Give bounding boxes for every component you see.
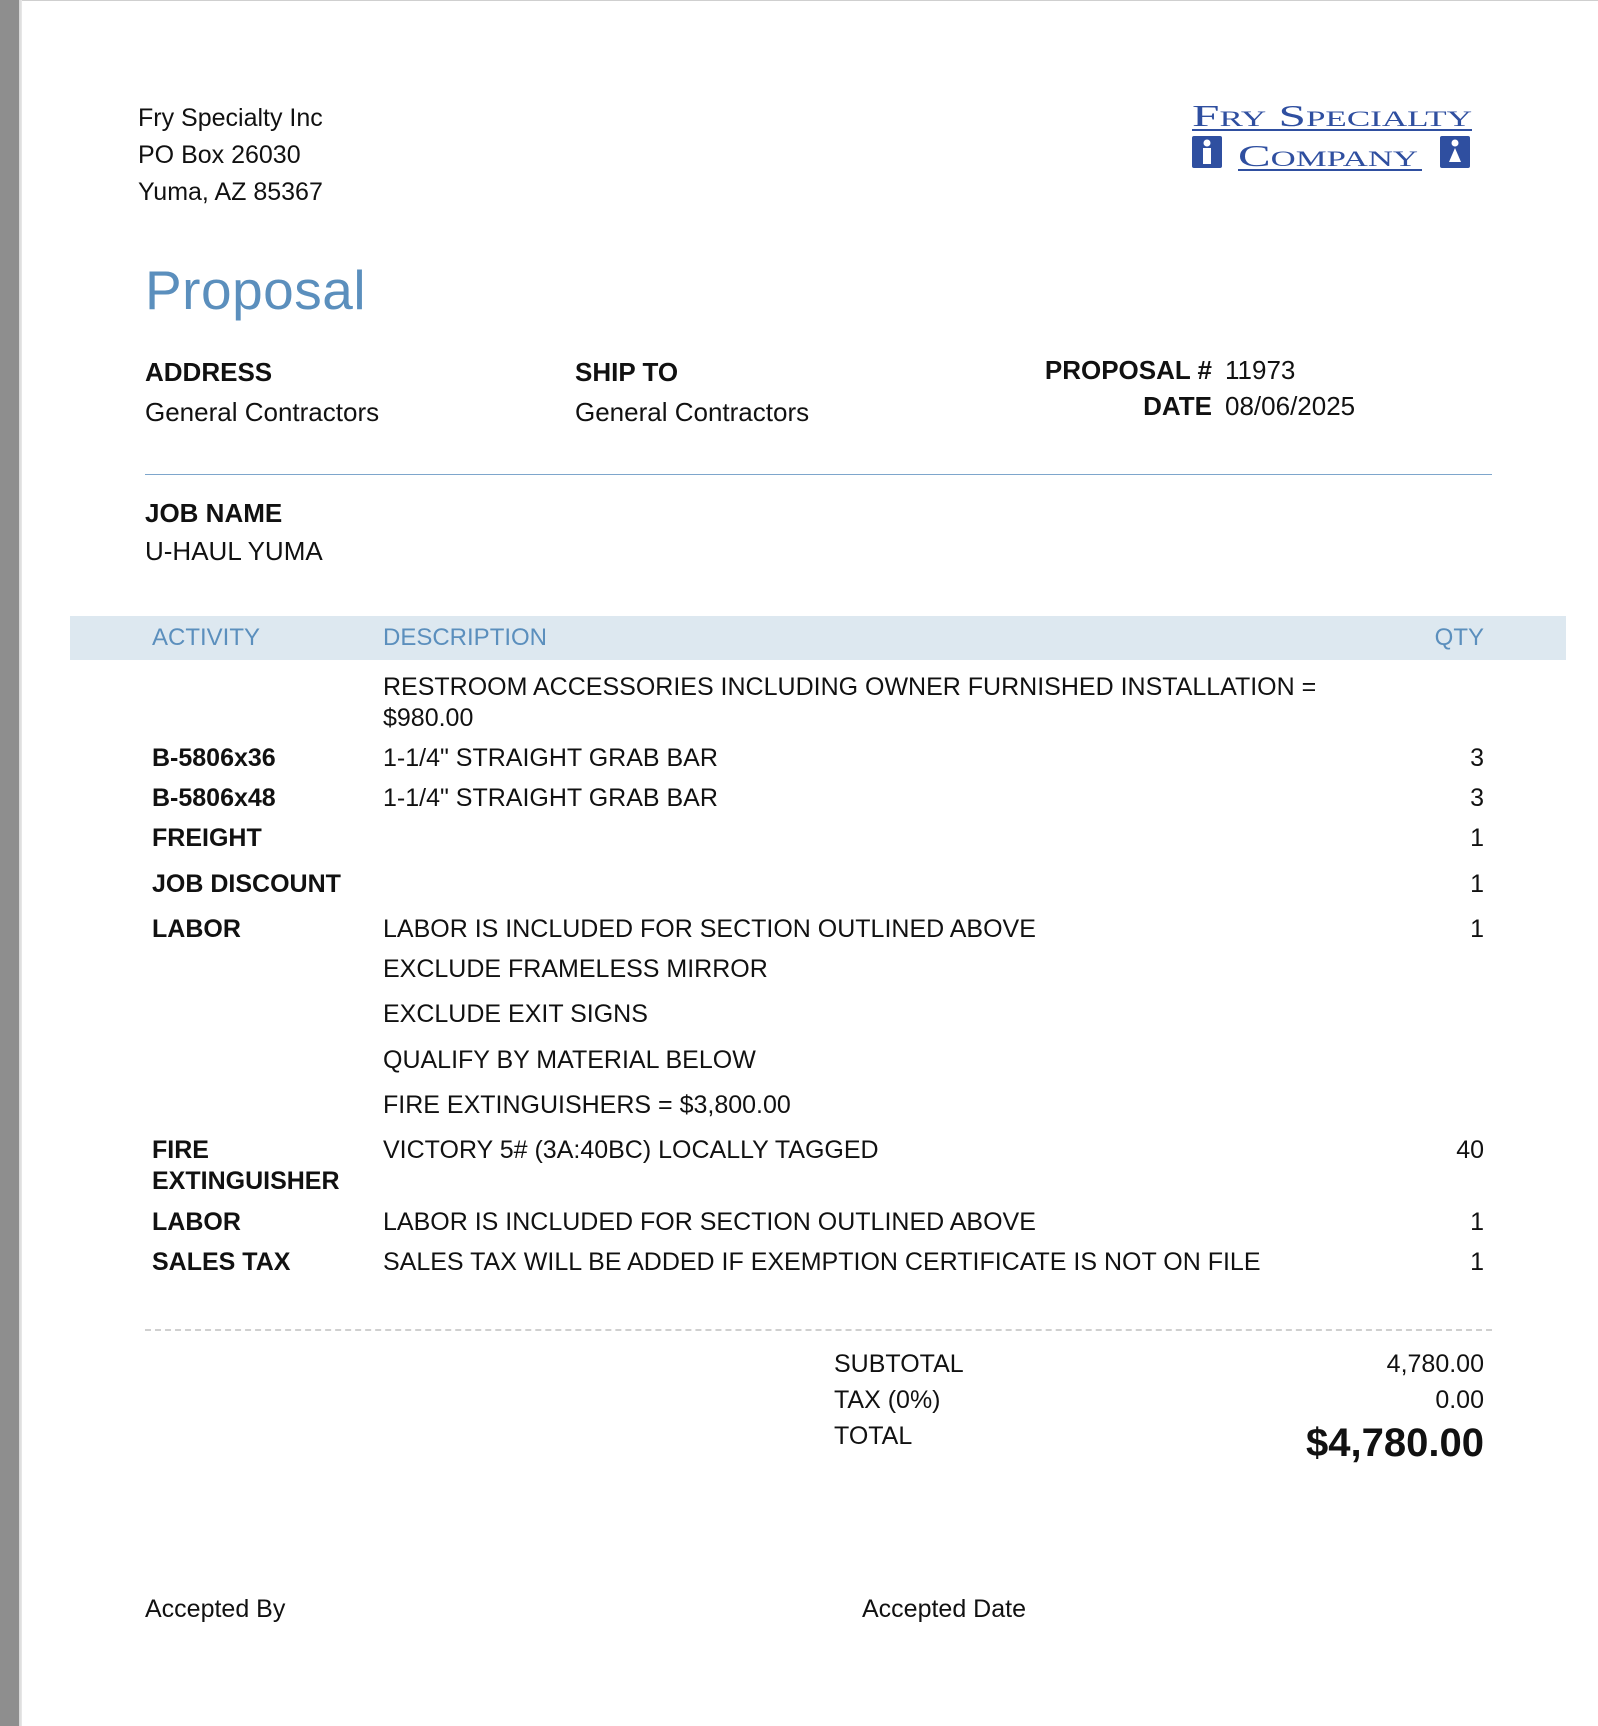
row-activity: B-5806x36 (152, 744, 276, 772)
row-description: 1-1/4" STRAIGHT GRAB BAR (383, 744, 718, 772)
ship-to-value: General Contractors (575, 397, 810, 427)
job-name-label: JOB NAME (145, 498, 283, 528)
company-logo (1190, 96, 1480, 176)
description-header: DESCRIPTION (383, 624, 548, 651)
row-description: 1-1/4" STRAIGHT GRAB BAR (383, 784, 718, 812)
proposal-number: 11973 (1225, 355, 1296, 385)
row-qty: 3 (1470, 784, 1484, 812)
tax-label: TAX (0%) (834, 1386, 941, 1414)
subtotal-label: SUBTOTAL (834, 1350, 964, 1378)
company-address-line-2: Yuma, AZ 85367 (138, 178, 323, 206)
row-description: RESTROOM ACCESSORIES INCLUDING OWNER FURNISHED INSTALLATION = $980.00 (383, 673, 1317, 732)
activity-header: ACTIVITY (152, 624, 261, 651)
proposal-number-label: PROPOSAL # (1044, 355, 1212, 385)
ship-to-block (575, 352, 809, 432)
company-block (138, 100, 323, 211)
row-qty: 1 (1470, 915, 1484, 943)
proposal-date: 08/06/2025 (1225, 391, 1356, 421)
row-activity: FREIGHT (152, 824, 262, 852)
subtotal-value: 4,780.00 (1386, 1350, 1484, 1378)
page-title: Proposal (145, 259, 367, 321)
svg-text:Company: Company (1238, 138, 1419, 173)
row-activity: B-5806x48 (152, 784, 276, 812)
company-address-line-1: PO Box 26030 (138, 141, 301, 169)
accepted-date-label: Accepted Date (862, 1595, 1026, 1623)
qty-header: QTY (1434, 624, 1484, 651)
row-description: FIRE EXTINGUISHERS = $3,800.00 (383, 1091, 791, 1119)
row-description: SALES TAX WILL BE ADDED IF EXEMPTION CERTIFICATE IS NOT ON FILE (383, 1248, 1261, 1276)
row-description: EXCLUDE EXIT SIGNS (383, 1000, 648, 1028)
row-qty: 3 (1470, 744, 1484, 772)
row-qty: 40 (1456, 1136, 1484, 1164)
svg-text:Fry Specialty: Fry Specialty (1192, 98, 1473, 133)
total-value: $4,780.00 (1306, 1421, 1484, 1465)
row-description: LABOR IS INCLUDED FOR SECTION OUTLINED ABOVE (383, 1208, 1036, 1236)
job-name-value: U-HAUL YUMA (145, 536, 323, 566)
row-description: QUALIFY BY MATERIAL BELOW (383, 1046, 756, 1074)
totals-divider (145, 1329, 1492, 1331)
row-description: VICTORY 5# (3A:40BC) LOCALLY TAGGED (383, 1136, 879, 1164)
row-qty: 1 (1470, 1248, 1484, 1276)
address-block (145, 352, 379, 432)
total-label: TOTAL (834, 1422, 913, 1450)
row-activity: SALES TAX (152, 1248, 291, 1276)
row-activity: FIRE EXTINGUISHER (152, 1136, 340, 1195)
ship-to-label: SHIP TO (575, 357, 679, 387)
row-activity: JOB DISCOUNT (152, 870, 341, 898)
job-block (145, 494, 323, 570)
row-description: LABOR IS INCLUDED FOR SECTION OUTLINED ABOVE (383, 915, 1036, 943)
row-activity: LABOR (152, 1208, 241, 1236)
address-label: ADDRESS (145, 357, 273, 387)
proposal-info (1000, 352, 1370, 424)
row-qty: 1 (1470, 1208, 1484, 1236)
tax-value: 0.00 (1435, 1386, 1484, 1414)
header-divider (145, 474, 1492, 475)
row-description: EXCLUDE FRAMELESS MIRROR (383, 955, 768, 983)
date-label: DATE (1143, 391, 1212, 421)
row-activity: LABOR (152, 915, 241, 943)
company-name: Fry Specialty Inc (138, 104, 323, 132)
address-value: General Contractors (145, 397, 380, 427)
row-qty: 1 (1470, 824, 1484, 852)
table-header (70, 616, 1566, 660)
page-top-border (22, 0, 1598, 1)
accepted-by-label: Accepted By (145, 1595, 286, 1623)
row-qty: 1 (1470, 870, 1484, 898)
window-left-edge (0, 0, 22, 1726)
